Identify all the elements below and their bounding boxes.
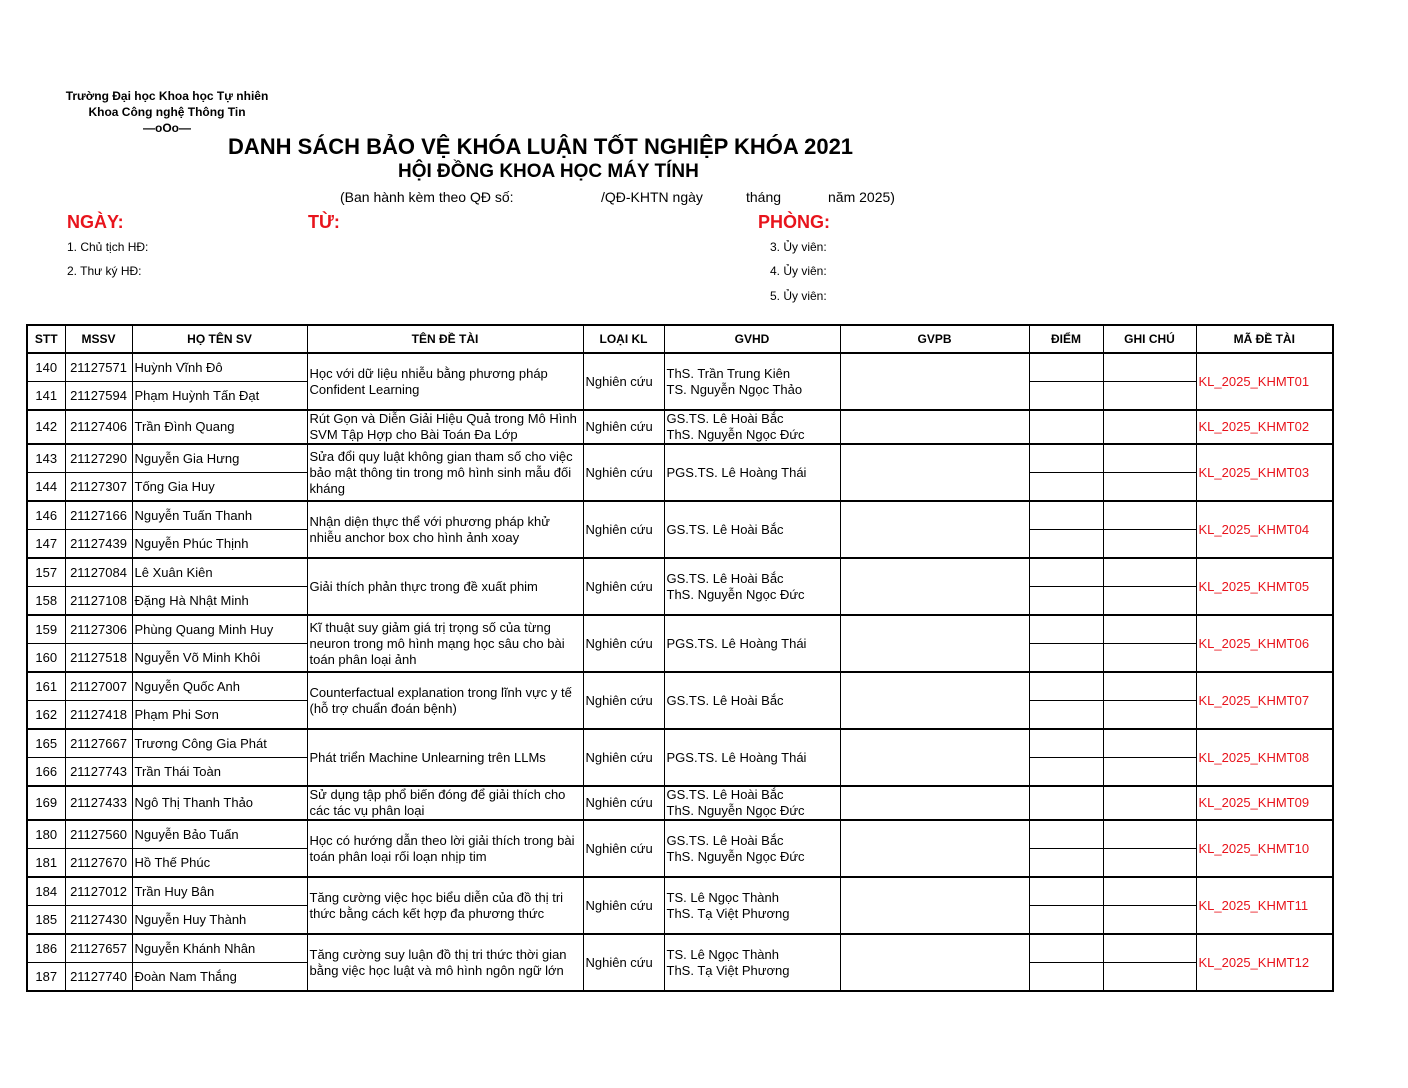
stt-cell: 166	[27, 758, 65, 787]
advisor-name: ThS. Nguyễn Ngọc Đức	[666, 427, 805, 442]
reviewer-cell	[840, 353, 1029, 410]
column-header-topic: TÊN ĐỀ TÀI	[307, 325, 583, 353]
mssv-cell: 21127166	[65, 501, 132, 530]
score-cell	[1029, 444, 1103, 473]
score-cell	[1029, 729, 1103, 758]
mssv-cell: 21127433	[65, 786, 132, 820]
stt-cell: 143	[27, 444, 65, 473]
date-label: NGÀY:	[67, 212, 124, 232]
topic-code-cell: KL_2025_KHMT06	[1196, 615, 1333, 672]
note-cell	[1103, 849, 1196, 878]
table-row	[27, 615, 1333, 644]
mssv-cell: 21127108	[65, 587, 132, 616]
stt-cell: 185	[27, 906, 65, 935]
mssv-cell: 21127657	[65, 934, 132, 963]
advisor-cell	[664, 353, 840, 410]
advisor-cell	[664, 558, 840, 615]
reviewer-cell	[840, 615, 1029, 672]
thesis-type-cell: Nghiên cứu	[583, 877, 664, 934]
advisor-name: GS.TS. Lê Hoài Bắc	[666, 411, 784, 426]
topic-cell: Kĩ thuật suy giảm giá trị trọng số của từng neuron trong mô hình mạng học sâu cho bài toán phân loại ảnh	[307, 615, 583, 672]
score-cell	[1029, 934, 1103, 963]
advisor-name: TS. Lê Ngọc Thành	[666, 946, 779, 962]
advisor-name: TS. Nguyễn Ngọc Thảo	[666, 381, 803, 397]
student-name-cell: Nguyễn Huy Thành	[132, 906, 307, 935]
table-row	[27, 444, 1333, 473]
mssv-cell: 21127439	[65, 530, 132, 559]
thesis-type-cell: Nghiên cứu	[583, 672, 664, 729]
note-cell	[1103, 963, 1196, 992]
stt-cell: 142	[27, 410, 65, 444]
decision-note-part1: (Ban hành kèm theo QĐ số:	[340, 189, 514, 205]
note-cell	[1103, 444, 1196, 473]
thesis-type-cell: Nghiên cứu	[583, 558, 664, 615]
student-name-cell: Trần Huy Bân	[132, 877, 307, 906]
student-name-cell: Phùng Quang Minh Huy	[132, 615, 307, 644]
topic-code-cell: KL_2025_KHMT01	[1196, 353, 1333, 410]
mssv-cell: 21127418	[65, 701, 132, 730]
reviewer-cell	[840, 444, 1029, 501]
table-row	[27, 877, 1333, 906]
score-cell	[1029, 410, 1103, 444]
student-name-cell: Nguyễn Tuấn Thanh	[132, 501, 307, 530]
committee-member-3: 3. Ủy viên:	[770, 240, 827, 254]
topic-cell: Sửa đổi quy luật không gian tham số cho việc bảo mật thông tin trong mô hình sinh mẫu đối kháng	[307, 444, 583, 501]
advisor-cell	[664, 729, 840, 786]
column-header-score: ĐIỂM	[1029, 325, 1103, 353]
mssv-cell: 21127571	[65, 353, 132, 382]
institution-separator: —oOo—	[143, 121, 191, 135]
score-cell	[1029, 587, 1103, 616]
reviewer-cell	[840, 729, 1029, 786]
advisor-name: ThS. Nguyễn Ngọc Đức	[666, 803, 805, 818]
mssv-cell: 21127084	[65, 558, 132, 587]
topic-code-cell: KL_2025_KHMT02	[1196, 410, 1333, 444]
committee-member-4: 4. Ủy viên:	[770, 264, 827, 278]
note-cell	[1103, 906, 1196, 935]
advisor-name: ThS. Tạ Việt Phương	[666, 905, 790, 921]
advisor-cell	[664, 410, 840, 444]
reviewer-cell	[840, 501, 1029, 558]
topic-code-cell: KL_2025_KHMT08	[1196, 729, 1333, 786]
table-row	[27, 410, 1333, 444]
score-cell	[1029, 644, 1103, 673]
stt-cell: 161	[27, 672, 65, 701]
stt-cell: 141	[27, 382, 65, 411]
stt-cell: 146	[27, 501, 65, 530]
stt-cell: 160	[27, 644, 65, 673]
mssv-cell: 21127430	[65, 906, 132, 935]
note-cell	[1103, 672, 1196, 701]
score-cell	[1029, 530, 1103, 559]
note-cell	[1103, 820, 1196, 849]
advisor-name: GS.TS. Lê Hoài Bắc	[666, 521, 784, 537]
note-cell	[1103, 353, 1196, 382]
advisor-cell	[664, 444, 840, 501]
mssv-cell: 21127007	[65, 672, 132, 701]
stt-cell: 169	[27, 786, 65, 820]
thesis-type-cell: Nghiên cứu	[583, 501, 664, 558]
score-cell	[1029, 615, 1103, 644]
stt-cell: 159	[27, 615, 65, 644]
score-cell	[1029, 820, 1103, 849]
advisor-name: PGS.TS. Lê Hoàng Thái	[666, 464, 807, 480]
advisor-name: GS.TS. Lê Hoài Bắc	[666, 692, 784, 708]
stt-cell: 157	[27, 558, 65, 587]
note-cell	[1103, 701, 1196, 730]
note-cell	[1103, 410, 1196, 444]
reviewer-cell	[840, 877, 1029, 934]
mssv-cell: 21127012	[65, 877, 132, 906]
note-cell	[1103, 758, 1196, 787]
advisor-name: GS.TS. Lê Hoài Bắc	[666, 832, 784, 848]
stt-cell: 184	[27, 877, 65, 906]
table-row	[27, 786, 1333, 820]
table-row	[27, 501, 1333, 530]
topic-code-cell: KL_2025_KHMT10	[1196, 820, 1333, 877]
stt-cell: 162	[27, 701, 65, 730]
table-row	[27, 729, 1333, 758]
topic-cell: Counterfactual explanation trong lĩnh vực y tế (hỗ trợ chuẩn đoán bệnh)	[307, 672, 583, 729]
advisor-name: ThS. Tạ Việt Phương	[666, 962, 790, 978]
mssv-cell: 21127306	[65, 615, 132, 644]
stt-cell: 186	[27, 934, 65, 963]
note-cell	[1103, 786, 1196, 820]
score-cell	[1029, 672, 1103, 701]
student-name-cell: Trương Công Gia Phát	[132, 729, 307, 758]
student-name-cell: Hồ Thế Phúc	[132, 849, 307, 878]
score-cell	[1029, 877, 1103, 906]
score-cell	[1029, 849, 1103, 878]
advisor-cell	[664, 877, 840, 934]
decision-note-part4: năm 2025)	[828, 189, 895, 205]
advisor-name: ThS. Nguyễn Ngọc Đức	[666, 848, 805, 864]
score-cell	[1029, 353, 1103, 382]
mssv-cell: 21127743	[65, 758, 132, 787]
note-cell	[1103, 644, 1196, 673]
column-header-note: GHI CHÚ	[1103, 325, 1196, 353]
table-row	[27, 558, 1333, 587]
column-header-reviewer: GVPB	[840, 325, 1029, 353]
column-header-mssv: MSSV	[65, 325, 132, 353]
table-row	[27, 672, 1333, 701]
note-cell	[1103, 558, 1196, 587]
student-name-cell: Phạm Phi Sơn	[132, 701, 307, 730]
note-cell	[1103, 934, 1196, 963]
score-cell	[1029, 501, 1103, 530]
committee-chair: 1. Chủ tịch HĐ:	[67, 240, 149, 254]
topic-cell: Tăng cường suy luận đồ thị tri thức thời gian bằng việc học luật và mô hình ngôn ngữ lớn	[307, 934, 583, 991]
score-cell	[1029, 906, 1103, 935]
mssv-cell: 21127307	[65, 473, 132, 502]
thesis-type-cell: Nghiên cứu	[583, 934, 664, 991]
reviewer-cell	[840, 786, 1029, 820]
score-cell	[1029, 758, 1103, 787]
topic-code-cell: KL_2025_KHMT07	[1196, 672, 1333, 729]
institution-block	[50, 88, 284, 136]
room-label: PHÒNG:	[758, 212, 830, 232]
topic-cell: Phát triển Machine Unlearning trên LLMs	[307, 729, 583, 786]
advisor-name: ThS. Nguyễn Ngọc Đức	[666, 586, 805, 602]
committee-secretary: 2. Thư ký HĐ:	[67, 264, 142, 278]
topic-cell: Học với dữ liệu nhiễu bằng phương pháp Confident Learning	[307, 353, 583, 410]
advisor-cell	[664, 615, 840, 672]
mssv-cell: 21127518	[65, 644, 132, 673]
topic-code-cell: KL_2025_KHMT04	[1196, 501, 1333, 558]
student-name-cell: Nguyễn Bảo Tuấn	[132, 820, 307, 849]
advisor-cell	[664, 501, 840, 558]
thesis-type-cell: Nghiên cứu	[583, 615, 664, 672]
institution-name: Trường Đại học Khoa học Tự nhiên	[65, 89, 269, 103]
thesis-table	[26, 324, 1334, 992]
advisor-cell	[664, 672, 840, 729]
table-row	[27, 820, 1333, 849]
table-row	[27, 934, 1333, 963]
student-name-cell: Tống Gia Huy	[132, 473, 307, 502]
document-title: DANH SÁCH BẢO VỆ KHÓA LUẬN TỐT NGHIỆP KHÓA 2021	[228, 134, 854, 159]
student-name-cell: Nguyễn Gia Hưng	[132, 444, 307, 473]
advisor-cell	[664, 820, 840, 877]
document-subtitle: HỘI ĐỒNG KHOA HỌC MÁY TÍNH	[398, 161, 699, 182]
reviewer-cell	[840, 934, 1029, 991]
thesis-type-cell: Nghiên cứu	[583, 444, 664, 501]
reviewer-cell	[840, 558, 1029, 615]
thesis-type-cell: Nghiên cứu	[583, 820, 664, 877]
mssv-cell: 21127560	[65, 820, 132, 849]
note-cell	[1103, 587, 1196, 616]
reviewer-cell	[840, 410, 1029, 444]
mssv-cell: 21127290	[65, 444, 132, 473]
from-label: TỪ:	[308, 212, 340, 232]
score-cell	[1029, 558, 1103, 587]
reviewer-cell	[840, 672, 1029, 729]
note-cell	[1103, 382, 1196, 411]
topic-cell: Nhận diện thực thể với phương pháp khử nhiễu anchor box cho hình ảnh xoay	[307, 501, 583, 558]
decision-note-part2: /QĐ-KHTN ngày	[601, 189, 703, 205]
score-cell	[1029, 786, 1103, 820]
topic-code-cell: KL_2025_KHMT05	[1196, 558, 1333, 615]
mssv-cell: 21127594	[65, 382, 132, 411]
student-name-cell: Nguyễn Võ Minh Khôi	[132, 644, 307, 673]
stt-cell: 187	[27, 963, 65, 992]
column-header-stt: STT	[27, 325, 65, 353]
student-name-cell: Đặng Hà Nhật Minh	[132, 587, 307, 616]
table-row	[27, 353, 1333, 382]
student-name-cell: Lê Xuân Kiên	[132, 558, 307, 587]
column-header-advisor: GVHD	[664, 325, 840, 353]
student-name-cell: Phạm Huỳnh Tấn Đạt	[132, 382, 307, 411]
student-name-cell: Đoàn Nam Thắng	[132, 963, 307, 992]
student-name-cell: Nguyễn Khánh Nhân	[132, 934, 307, 963]
student-name-cell: Nguyễn Phúc Thịnh	[132, 530, 307, 559]
score-cell	[1029, 473, 1103, 502]
mssv-cell: 21127670	[65, 849, 132, 878]
committee-member-5: 5. Ủy viên:	[770, 289, 827, 303]
topic-cell: Rút Gọn và Diễn Giải Hiệu Quả trong Mô Hình SVM Tập Hợp cho Bài Toán Đa Lớp	[307, 410, 583, 444]
thesis-type-cell: Nghiên cứu	[583, 729, 664, 786]
column-header-topic-code: MÃ ĐỀ TÀI	[1196, 325, 1333, 353]
mssv-cell: 21127740	[65, 963, 132, 992]
topic-code-cell: KL_2025_KHMT03	[1196, 444, 1333, 501]
mssv-cell: 21127406	[65, 410, 132, 444]
advisor-cell	[664, 786, 840, 820]
topic-cell: Giải thích phản thực trong đề xuất phim	[307, 558, 583, 615]
column-header-thesis-type: LOẠI KL	[583, 325, 664, 353]
table-body	[27, 353, 1333, 991]
student-name-cell: Trần Đình Quang	[132, 410, 307, 444]
score-cell	[1029, 963, 1103, 992]
stt-cell: 180	[27, 820, 65, 849]
note-cell	[1103, 877, 1196, 906]
stt-cell: 147	[27, 530, 65, 559]
note-cell	[1103, 501, 1196, 530]
note-cell	[1103, 615, 1196, 644]
student-name-cell: Huỳnh Vĩnh Đô	[132, 353, 307, 382]
topic-cell: Học có hướng dẫn theo lời giải thích trong bài toán phân loại rối loạn nhịp tim	[307, 820, 583, 877]
stt-cell: 158	[27, 587, 65, 616]
advisor-name: PGS.TS. Lê Hoàng Thái	[666, 635, 807, 651]
topic-code-cell: KL_2025_KHMT09	[1196, 786, 1333, 820]
advisor-name: ThS. Trần Trung Kiên	[666, 365, 791, 381]
student-name-cell: Ngô Thị Thanh Thảo	[132, 786, 307, 820]
score-cell	[1029, 382, 1103, 411]
stt-cell: 181	[27, 849, 65, 878]
score-cell	[1029, 701, 1103, 730]
thesis-type-cell: Nghiên cứu	[583, 786, 664, 820]
stt-cell: 165	[27, 729, 65, 758]
thesis-type-cell: Nghiên cứu	[583, 353, 664, 410]
mssv-cell: 21127667	[65, 729, 132, 758]
table-header-row	[27, 325, 1333, 353]
topic-code-cell: KL_2025_KHMT12	[1196, 934, 1333, 991]
advisor-name: TS. Lê Ngọc Thành	[666, 889, 779, 905]
note-cell	[1103, 473, 1196, 502]
advisor-name: GS.TS. Lê Hoài Bắc	[666, 787, 784, 802]
topic-cell: Sử dụng tập phổ biến đóng để giải thích cho các tác vụ phân loại	[307, 786, 583, 820]
advisor-name: GS.TS. Lê Hoài Bắc	[666, 570, 784, 586]
reviewer-cell	[840, 820, 1029, 877]
note-cell	[1103, 729, 1196, 758]
note-cell	[1103, 530, 1196, 559]
thesis-type-cell: Nghiên cứu	[583, 410, 664, 444]
column-header-student-name: HỌ TÊN SV	[132, 325, 307, 353]
stt-cell: 144	[27, 473, 65, 502]
advisor-cell	[664, 934, 840, 991]
faculty-name: Khoa Công nghệ Thông Tin	[88, 105, 246, 119]
student-name-cell: Nguyễn Quốc Anh	[132, 672, 307, 701]
topic-cell: Tăng cường việc học biểu diễn của đồ thị tri thức bằng cách kết hợp đa phương thức	[307, 877, 583, 934]
advisor-name: PGS.TS. Lê Hoàng Thái	[666, 749, 807, 765]
stt-cell: 140	[27, 353, 65, 382]
decision-note-part3: tháng	[746, 189, 782, 205]
student-name-cell: Trần Thái Toàn	[132, 758, 307, 787]
topic-code-cell: KL_2025_KHMT11	[1196, 877, 1333, 934]
